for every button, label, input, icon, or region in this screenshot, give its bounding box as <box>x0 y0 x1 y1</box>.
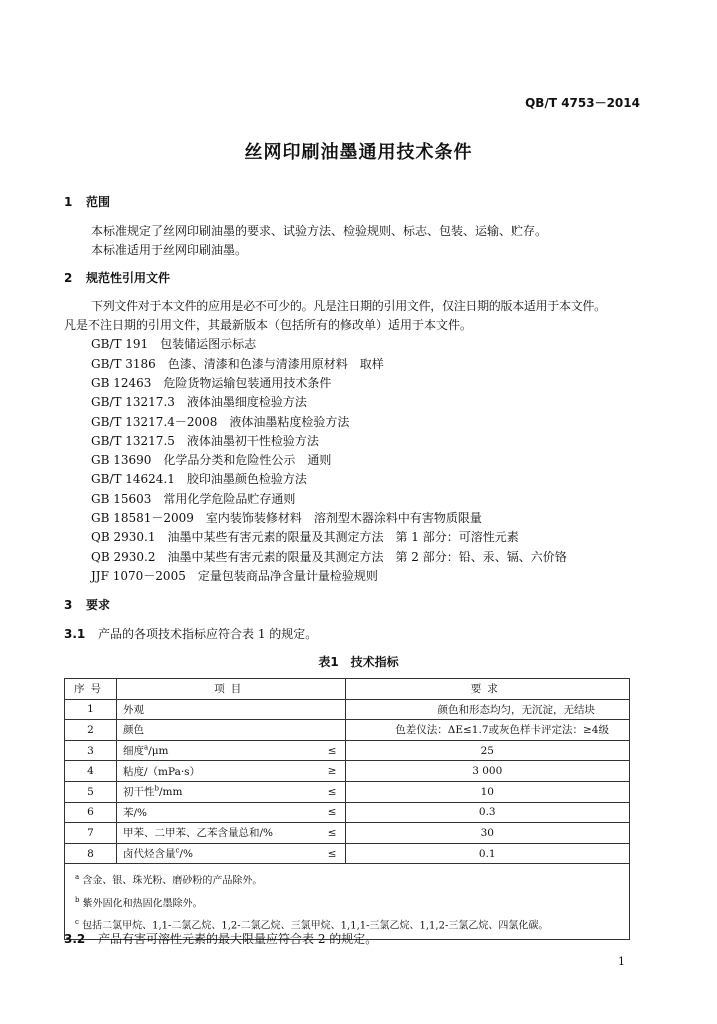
footnote-mark: b <box>154 784 159 793</box>
table-row <box>65 740 630 761</box>
row-requirement: 色差仪法：ΔE≤1.7或灰色样卡评定法：≥4级 <box>345 720 630 741</box>
reference-item: GB 13690 化学品分类和危险性公示 通则 <box>91 453 332 467</box>
row-requirement: 3 000 <box>345 761 630 782</box>
clause-number: 3.2 <box>64 932 86 946</box>
standard-number: QB/T 4753－2014 <box>525 96 640 110</box>
header-no: 序号 <box>65 679 117 700</box>
table-row <box>65 781 630 802</box>
item-text: 初干性 <box>123 786 155 799</box>
section-number: 3 <box>64 598 73 612</box>
paragraph: 本标准规定了丝网印刷油墨的要求、试验方法、检验规则、标志、包装、运输、贮存。 <box>91 224 548 238</box>
row-symbol: ≤ <box>307 740 346 761</box>
row-item <box>117 740 307 761</box>
table-row <box>65 720 630 741</box>
section-2-heading <box>64 269 170 286</box>
reference-item: QB 2930.1 油墨中某些有害元素的限量及其测定方法 第 1 部分：可溶性元素 <box>91 530 519 544</box>
reference-item: GB/T 13217.3 液体油墨细度检验方法 <box>91 395 307 409</box>
technical-indicators-table <box>64 678 630 940</box>
row-requirement: 30 <box>345 823 630 844</box>
row-no: 1 <box>65 699 117 720</box>
row-no: 3 <box>65 740 117 761</box>
clause-text: 产品有害可溶性元素的最大限量应符合表 2 的规定。 <box>98 932 378 946</box>
row-symbol: ≤ <box>307 823 346 844</box>
item-text: 细度 <box>123 745 144 758</box>
header-item: 项目 <box>117 679 346 700</box>
row-symbol: ≤ <box>307 781 346 802</box>
row-symbol <box>307 699 346 720</box>
reference-item: GB/T 191 包装储运图示标志 <box>91 337 257 351</box>
note-text: 紫外固化和热固化墨除外。 <box>82 898 203 909</box>
section-number: 1 <box>64 195 73 209</box>
item-unit: /mm <box>158 786 183 799</box>
row-no: 2 <box>65 720 117 741</box>
section-title: 要求 <box>86 598 111 612</box>
item-text: 粘度/（mPa·s） <box>123 765 201 778</box>
item-unit: /% <box>179 848 193 861</box>
item-text: 甲苯、二甲苯、乙苯含量总和/% <box>123 827 274 840</box>
row-item <box>117 823 307 844</box>
note-mark: c <box>75 918 79 926</box>
section-title: 范围 <box>86 195 111 209</box>
clause-3-1 <box>64 625 317 642</box>
row-item <box>117 720 307 741</box>
row-requirement: 0.1 <box>345 843 630 864</box>
reference-item: GB 18581－2009 室内装饰装修材料 溶剂型木器涂料中有害物质限量 <box>91 511 482 525</box>
clause-text: 产品的各项技术指标应符合表 1 的规定。 <box>98 627 318 641</box>
clause-number: 3.1 <box>64 627 86 641</box>
row-symbol <box>307 720 346 741</box>
header-requirement: 要求 <box>345 679 630 700</box>
reference-item: GB 12463 危险货物运输包装通用技术条件 <box>91 376 332 390</box>
reference-item: GB/T 13217.5 液体油墨初干性检验方法 <box>91 434 319 448</box>
row-item <box>117 761 307 782</box>
row-item <box>117 843 307 864</box>
reference-item: GB/T 14624.1 胶印油墨颜色检验方法 <box>91 472 307 486</box>
clause-3-2 <box>64 930 377 947</box>
footnote-mark: c <box>175 846 180 855</box>
table-row <box>65 761 630 782</box>
row-no: 6 <box>65 802 117 823</box>
table-notes-row <box>65 864 630 940</box>
footnote-mark: a <box>144 743 149 752</box>
row-symbol: ≥ <box>307 761 346 782</box>
table-notes <box>65 864 630 940</box>
item-text: 苯/% <box>123 806 148 819</box>
reference-item: GB 15603 常用化学危险品贮存通则 <box>91 492 296 506</box>
reference-item: JJF 1070－2005 定量包装商品净含量计量检验规则 <box>91 569 378 583</box>
row-no: 8 <box>65 843 117 864</box>
table-row <box>65 823 630 844</box>
row-no: 5 <box>65 781 117 802</box>
item-text: 卤代烃含量 <box>123 848 176 861</box>
reference-item: GB/T 13217.4－2008 液体油墨粘度检验方法 <box>91 415 350 429</box>
paragraph: 凡是不注日期的引用文件，其最新版本（包括所有的修改单）适用于本文件。 <box>64 318 473 332</box>
reference-item: QB 2930.2 油墨中某些有害元素的限量及其测定方法 第 2 部分：铅、汞、镉、六价铬 <box>91 550 567 564</box>
row-requirement: 10 <box>345 781 630 802</box>
paragraph: 本标准适用于丝网印刷油墨。 <box>91 243 248 257</box>
row-no: 4 <box>65 761 117 782</box>
document-title: 丝网印刷油墨通用技术条件 <box>244 142 473 163</box>
item-text: 外观 <box>123 703 144 716</box>
note-text: 包括二氯甲烷、1,1-二氯乙烷、1,2-二氯乙烷、三氯甲烷、1,1,1-三氯乙烷、1,1,2-三氯乙烷、四氯化碳。 <box>82 920 549 932</box>
row-requirement: 颜色和形态均匀，无沉淀，无结块 <box>345 699 630 720</box>
note-text: 含金、银、珠光粉、磨砂粉的产品除外。 <box>82 875 263 887</box>
table-note <box>75 891 619 913</box>
table-row <box>65 802 630 823</box>
paragraph: 下列文件对于本文件的应用是必不可少的。凡是注日期的引用文件，仅注日期的版本适用于本文件。 <box>91 299 606 313</box>
section-title: 规范性引用文件 <box>86 271 171 285</box>
table-header-row <box>65 679 630 700</box>
row-item <box>117 802 307 823</box>
row-item <box>117 781 307 802</box>
row-no: 7 <box>65 823 117 844</box>
row-requirement: 0.3 <box>345 802 630 823</box>
section-number: 2 <box>64 271 73 285</box>
row-symbol: ≤ <box>307 843 346 864</box>
item-unit: /μm <box>148 745 169 758</box>
table-row <box>65 699 630 720</box>
note-mark: b <box>75 895 80 904</box>
reference-item: GB/T 3186 色漆、清漆和色漆与清漆用原材料 取样 <box>91 357 384 371</box>
row-item <box>117 699 307 720</box>
row-requirement: 25 <box>345 740 630 761</box>
note-mark: a <box>75 873 80 882</box>
table-note <box>75 868 619 890</box>
section-1-heading <box>64 193 110 210</box>
page-number: 1 <box>618 955 625 968</box>
row-symbol: ≤ <box>307 802 346 823</box>
table-row <box>65 843 630 864</box>
item-text: 颜色 <box>123 724 144 737</box>
section-3-heading <box>64 596 110 613</box>
table-caption: 表1 技术指标 <box>318 655 399 669</box>
